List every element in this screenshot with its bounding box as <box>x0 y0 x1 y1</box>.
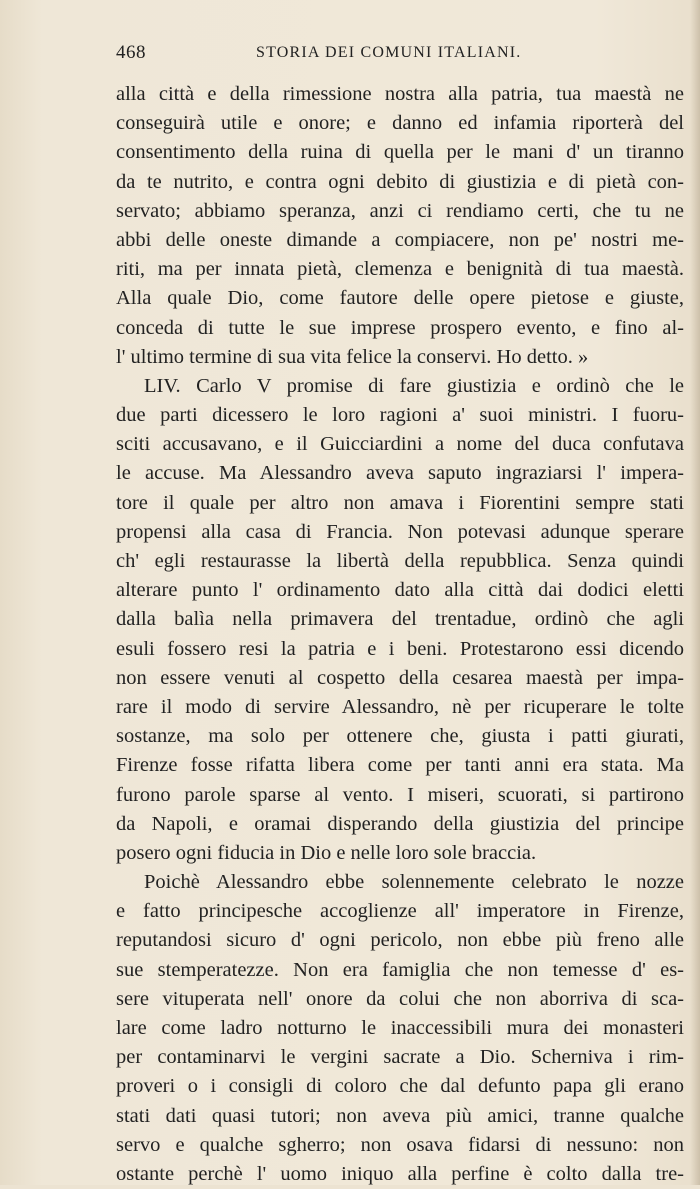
text-line: l' ultimo termine di sua vita felice la conservi. Ho detto. » <box>116 345 589 368</box>
text-line: proveri o i consigli di coloro che dal defunto papa gli erano <box>116 1075 684 1098</box>
text-line: Alla quale Dio, come fautore delle opere pietose e giuste, <box>116 287 684 310</box>
text-line: tore il quale per altro non amava i Fiorentini sempre stati <box>116 491 684 514</box>
running-title: STORIA DEI COMUNI ITALIANI. <box>256 44 522 61</box>
text-line: furono parole sparse al vento. I miseri, scuorati, si partirono <box>116 783 684 806</box>
page-header <box>116 42 684 72</box>
text-line: Poichè Alessandro ebbe solennemente celebrato le nozze <box>144 871 684 894</box>
text-line: non essere venuti al cospetto della cesarea maestà per impa- <box>116 666 684 689</box>
text-line: sciti accusavano, e il Guicciardini a nome del duca confutava <box>116 433 684 456</box>
text-line: sue stemperatezze. Non era famiglia che non temesse d' es- <box>116 958 684 981</box>
text-line: alterare punto l' ordinamento dato alla città dai dodici eletti <box>116 579 684 602</box>
text-line: ostante perchè l' uomo iniquo alla perfine è colto dalla tre- <box>116 1162 684 1185</box>
page-edge-shadow <box>690 0 700 1185</box>
text-line: LIV. Carlo V promise di fare giustizia e ordinò che le <box>144 374 684 397</box>
text-line: propensi alla casa di Francia. Non potevasi adunque sperare <box>116 520 684 543</box>
text-line: abbi delle oneste dimande a compiacere, non pe' nostri me- <box>116 228 684 251</box>
text-line: alla città e della rimessione nostra alla patria, tua maestà ne <box>116 83 684 105</box>
text-line: servato; abbiamo speranza, anzi ci rendiamo certi, che tu ne <box>116 199 684 222</box>
text-line: e fatto principesche accoglienze all' imperatore in Firenze, <box>116 900 684 923</box>
text-line: da Napoli, e oramai disperando della giustizia del principe <box>116 812 684 835</box>
text-line: le accuse. Ma Alessandro aveva saputo ingraziarsi l' impera- <box>116 462 684 485</box>
text-line: dalla balìa nella primavera del trentadue, ordinò che agli <box>116 608 684 631</box>
text-line: Firenze fosse rifatta libera come per tanti anni era stata. Ma <box>116 754 684 777</box>
text-line: sostanze, ma solo per ottenere che, giusta i patti giurati, <box>116 725 684 748</box>
text-line: conceda di tutte le sue imprese prospero evento, e fino al- <box>116 316 684 339</box>
text-line: esuli fossero resi la patria e i beni. Protestarono essi dicendo <box>116 637 684 660</box>
text-line: conseguirà utile e onore; e danno ed infamia riporterà del <box>116 112 684 135</box>
text-line: da te nutrito, e contra ogni debito di giustizia e di pietà con- <box>116 170 684 193</box>
text-line: rare il modo di servire Alessandro, nè per ricuperare le tolte <box>116 695 684 718</box>
body-text <box>116 80 684 1189</box>
text-line: sere vituperata nell' onore da colui che non aborriva di sca- <box>116 987 684 1010</box>
text-line: lare come ladro notturno le inaccessibili mura dei monasteri <box>116 1017 684 1039</box>
text-line: ch' egli restaurasse la libertà della repubblica. Senza quindi <box>116 550 684 572</box>
text-line: posero ogni fiducia in Dio e nelle loro sole braccia. <box>116 841 537 864</box>
text-line: consentimento della ruina di quella per le mani d' un tiranno <box>116 141 684 164</box>
text-line: stati dati quasi tutori; non aveva più amici, tranne qualche <box>116 1104 684 1127</box>
text-line: per contaminarvi le vergini sacrate a Dio. Scherniva i rim- <box>116 1046 684 1069</box>
page-number: 468 <box>116 42 146 63</box>
text-line: riti, ma per innata pietà, clemenza e benignità di tua maestà. <box>116 258 684 281</box>
text-line: due parti dicessero le loro ragioni a' suoi ministri. I fuoru- <box>116 404 684 427</box>
text-line: reputandosi sicuro d' ogni pericolo, non ebbe più freno alle <box>116 929 684 952</box>
text-line: servo e qualche sgherro; non osava fidarsi di nessuno: non <box>116 1133 684 1156</box>
